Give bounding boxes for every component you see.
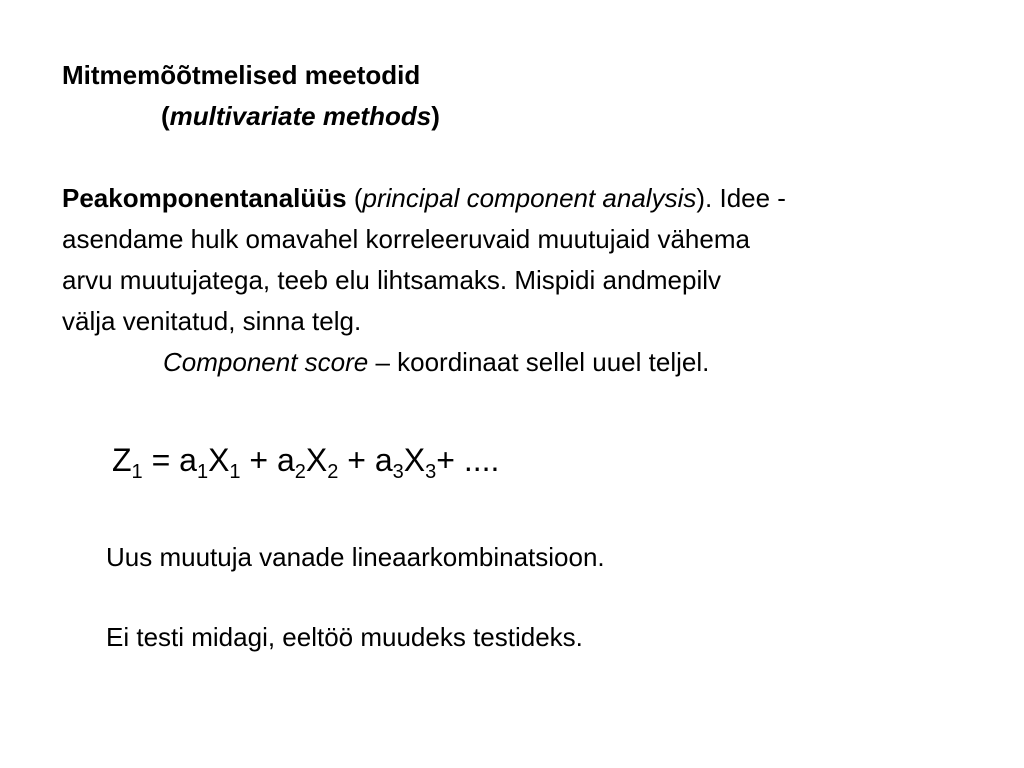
formula-x3: X xyxy=(403,442,426,478)
subtitle-open-paren: ( xyxy=(161,101,170,131)
page-title: Mitmemõõtmelised meetodid xyxy=(62,60,421,90)
note-line-1: Uus muutuja vanade lineaarkombinatsioon. xyxy=(106,542,605,572)
component-score-line xyxy=(163,347,709,377)
formula-a2-sub: 2 xyxy=(294,461,306,483)
formula-x3-sub: 3 xyxy=(425,461,437,483)
formula-plus-2: + xyxy=(338,442,375,478)
formula-a3-sub: 3 xyxy=(392,461,404,483)
subtitle-close-paren: ) xyxy=(431,101,440,131)
formula-plus-1: + xyxy=(240,442,277,478)
subtitle-text: multivariate methods xyxy=(169,101,432,131)
formula-a2: a xyxy=(277,442,295,478)
formula-x1: X xyxy=(208,442,230,478)
formula xyxy=(112,440,500,483)
formula-x2: X xyxy=(305,442,328,478)
pca-open-paren: ( xyxy=(346,183,363,213)
pca-term: Peakomponentanalüüs xyxy=(62,183,347,213)
formula-eq: = xyxy=(142,442,180,478)
pca-line-1-rest: ). Idee - xyxy=(696,183,786,213)
formula-z: Z xyxy=(112,442,132,478)
formula-a1: a xyxy=(179,442,197,478)
pca-line-1 xyxy=(62,183,786,213)
pca-line-2: asendame hulk omavahel korreleeruvaid muutujaid vähema xyxy=(62,224,750,254)
component-score-term: Component score xyxy=(163,347,369,377)
formula-a3: a xyxy=(374,442,393,478)
page-subtitle xyxy=(161,101,440,131)
formula-z-sub: 1 xyxy=(131,461,143,483)
note-line-2: Ei testi midagi, eeltöö muudeks testideks. xyxy=(106,622,583,652)
pca-line-3: arvu muutujatega, teeb elu lihtsamaks. Mispidi andmepilv xyxy=(62,265,722,295)
formula-x2-sub: 2 xyxy=(327,461,339,483)
pca-line-4: välja venitatud, sinna telg. xyxy=(62,306,362,336)
formula-a1-sub: 1 xyxy=(196,461,209,483)
formula-x1-sub: 1 xyxy=(229,461,241,483)
component-score-desc: – koordinaat sellel uuel teljel. xyxy=(368,347,710,377)
pca-term-en: principal component analysis xyxy=(362,183,697,213)
formula-tail: + .... xyxy=(436,442,500,478)
